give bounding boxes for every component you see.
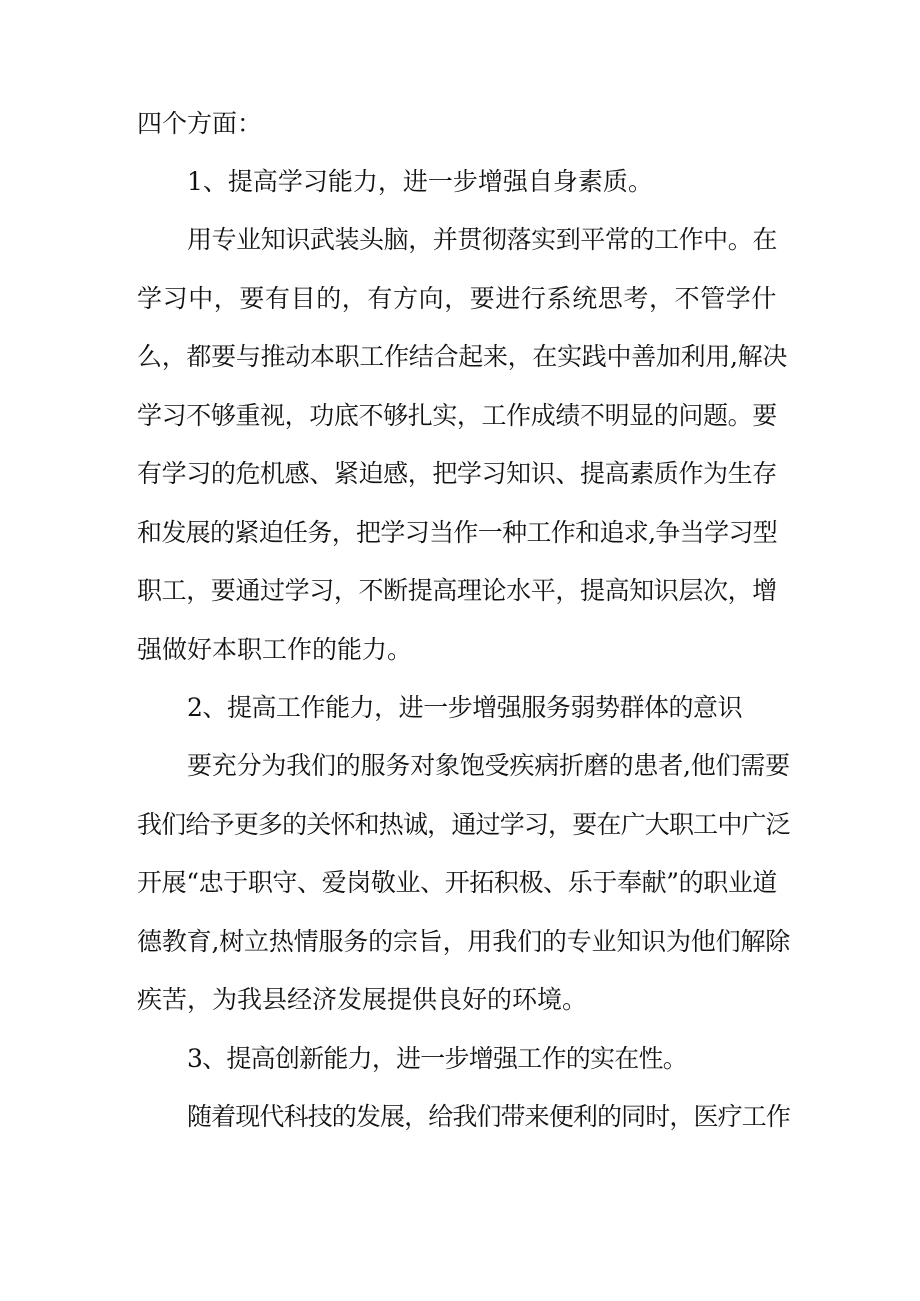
paragraph-line	[0, 220, 920, 260]
text-line	[0, 104, 920, 144]
paragraph-line	[0, 980, 920, 1020]
paragraph-line	[0, 513, 920, 553]
paragraph-line	[0, 454, 920, 494]
paragraph-line-text: 疾苦，为我县经济发展提供良好的环境。	[137, 985, 588, 1014]
section-heading-text: 2、提高工作能力，进一步增强服务弱势群体的意识	[187, 693, 743, 722]
paragraph-line	[0, 863, 920, 903]
paragraph-line	[0, 1097, 920, 1137]
paragraph-line-text: 学习不够重视，功底不够扎实，工作成绩不明显的问题。要	[137, 401, 777, 430]
paragraph-line-text: 和发展的紧迫任务，把学习当作一种工作和追求,争当学习型	[137, 518, 778, 547]
paragraph-line-text: 有学习的危机感、紧迫感，把学习知识、提高素质作为生存	[137, 459, 777, 488]
section-heading	[0, 688, 920, 728]
paragraph-line	[0, 279, 920, 319]
section-heading-text: 3、提高创新能力，进一步增强工作的实在性。	[187, 1044, 687, 1073]
paragraph-line	[0, 571, 920, 611]
paragraph-line	[0, 396, 920, 436]
section-heading	[0, 1039, 920, 1079]
paragraph-line-text: 开展“忠于职守、爱岗敬业、开拓积极、乐于奉献”的职业道	[137, 868, 778, 897]
paragraph-line	[0, 805, 920, 845]
paragraph-line	[0, 337, 920, 377]
paragraph-line	[0, 746, 920, 786]
paragraph-line-text: 么，都要与推动本职工作结合起来，在实践中善加利用,解决	[137, 342, 788, 371]
paragraph-line-text: 职工，要通过学习，不断提高理论水平，提高知识层次，增	[137, 576, 777, 605]
paragraph-line-text: 随着现代科技的发展，给我们带来便利的同时，医疗工作	[187, 1102, 791, 1131]
paragraph-line-text: 我们给予更多的关怀和热诚，通过学习，要在广大职工中广泛	[137, 810, 790, 839]
paragraph-line-text: 学习中，要有目的，有方向，要进行系统思考，不管学什	[137, 284, 778, 313]
text-line-content: 四个方面：	[137, 109, 263, 138]
paragraph-line	[0, 922, 920, 962]
paragraph-line-text: 强做好本职工作的能力。	[137, 635, 413, 664]
paragraph-line-text: 用专业知识武装头脑，并贯彻落实到平常的工作中。在	[187, 225, 777, 254]
section-heading	[0, 162, 920, 202]
paragraph-line	[0, 630, 920, 670]
paragraph-line-text: 德教育,树立热情服务的宗旨，用我们的专业知识为他们解除	[137, 927, 791, 956]
section-heading-text: 1、提高学习能力，进一步增强自身素质。	[187, 167, 653, 196]
paragraph-line-text: 要充分为我们的服务对象饱受疾病折磨的患者,他们需要	[187, 751, 790, 780]
